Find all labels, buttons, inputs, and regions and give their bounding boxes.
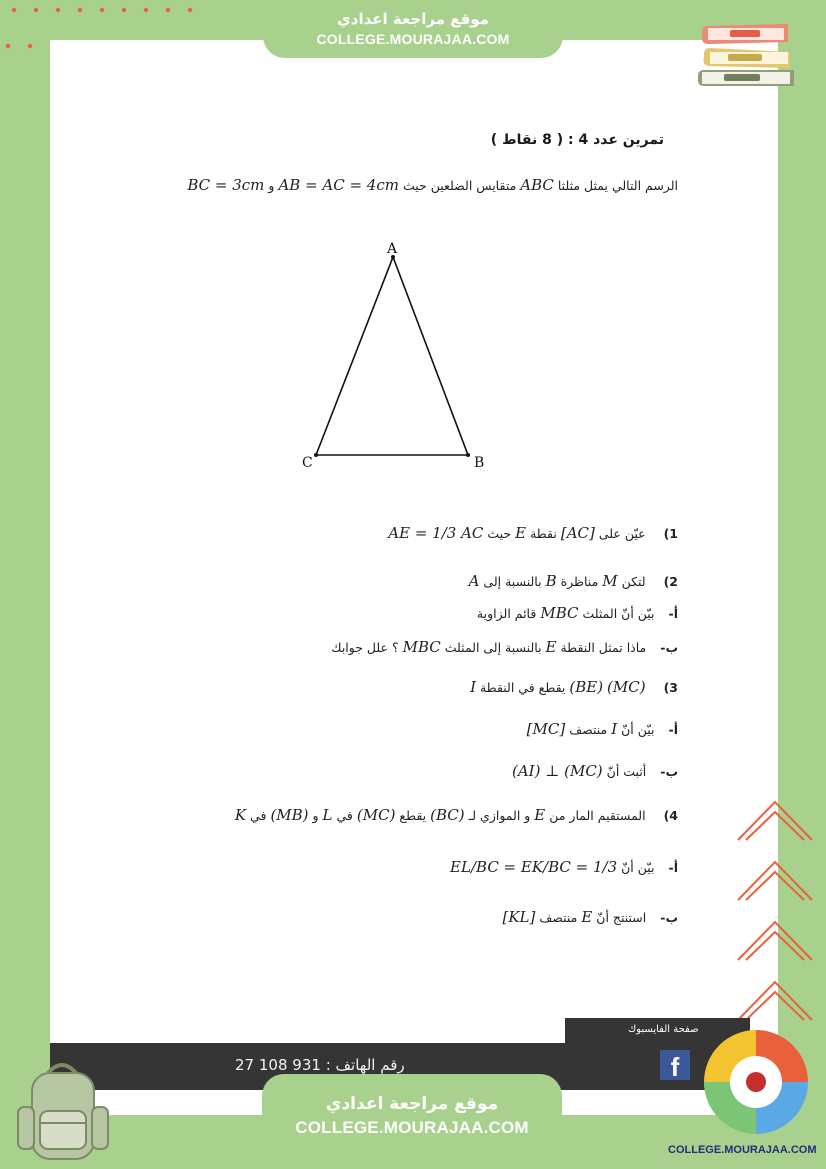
site-name: موقع مراجعة اعدادي xyxy=(325,1094,499,1114)
q4-line-2: (MC) xyxy=(356,806,396,824)
q3a-point: I xyxy=(611,720,618,738)
q4-text-2: و الموازي لـ xyxy=(468,808,531,823)
question-3 xyxy=(470,678,678,696)
question-number: 1) xyxy=(663,526,678,541)
intro-triangle: ABC xyxy=(520,176,554,194)
q4-text-5: و xyxy=(312,808,319,823)
question-number: 3) xyxy=(663,680,678,695)
q4-line-3: (MB) xyxy=(270,806,309,824)
intro-text-2: متقايس الضلعين حيث xyxy=(402,178,517,193)
facebook-label: صفحة الفايسبوك xyxy=(628,1024,699,1035)
q2-text-2: مناظرة xyxy=(560,574,599,589)
triangle-figure xyxy=(290,235,500,475)
q2-text-3: بالنسبة إلى xyxy=(483,574,542,589)
q3b-text: أثبت أنّ xyxy=(606,764,647,779)
q1-segment: [AC] xyxy=(560,524,595,542)
q2a-triangle: MBC xyxy=(540,604,579,622)
q4b-segment: [KL] xyxy=(502,908,536,926)
q2b-text: ماذا تمثل النقطة xyxy=(560,640,647,655)
school-logo-icon xyxy=(696,1024,816,1142)
q3a-text-2: منتصف xyxy=(569,722,608,737)
q1-text-3: حيث xyxy=(487,526,512,541)
q2b-text-2: بالنسبة إلى المثلث xyxy=(444,640,542,655)
q4-point-3: K xyxy=(234,806,247,824)
question-2a xyxy=(477,604,678,622)
question-3b xyxy=(512,762,678,780)
site-banner-bottom[interactable] xyxy=(262,1074,562,1152)
q4b-text-2: منتصف xyxy=(539,910,578,925)
q3a-segment: [MC] xyxy=(526,720,566,738)
question-4b xyxy=(502,908,678,926)
question-number: 2) xyxy=(663,574,678,589)
q3-point: I xyxy=(470,678,476,696)
subquestion-label: أ- xyxy=(668,722,678,737)
subquestion-label: أ- xyxy=(668,606,678,621)
q3-text: يقطع xyxy=(538,680,566,695)
q3-line-2: (MC) xyxy=(607,678,646,696)
subquestion-label: ب- xyxy=(660,764,678,779)
site-name: موقع مراجعة اعدادي xyxy=(337,10,489,28)
q1-equation: AE = 1/3 AC xyxy=(388,524,484,542)
q4-line: (BC) xyxy=(430,806,465,824)
q1-text-2: نقطة xyxy=(530,526,557,541)
intro-statement xyxy=(187,176,678,194)
intro-equation-2: BC = 3cm xyxy=(187,176,265,194)
question-4 xyxy=(235,806,678,824)
intro-equation-1: AB = AC = 4cm xyxy=(278,176,399,194)
subquestion-label: ب- xyxy=(660,910,678,925)
backpack-icon xyxy=(10,1055,115,1165)
q2b-triangle: MBC xyxy=(402,638,441,656)
q2b-point: E xyxy=(545,638,557,656)
subquestion-label: أ- xyxy=(668,860,678,875)
q4b-text: استنتج أنّ xyxy=(596,910,647,925)
q4a-text: بيّن أنّ xyxy=(621,860,655,875)
q2a-text-2: قائم الزاوية xyxy=(476,606,537,621)
q3-line-1: (BE) xyxy=(569,678,604,696)
q4-point: E xyxy=(534,806,546,824)
question-4a xyxy=(450,858,678,876)
q4-text: المستقيم المار من xyxy=(549,808,646,823)
q4-point-2: L xyxy=(322,806,333,824)
subquestion-label: ب- xyxy=(660,640,678,655)
vertex-label-c: C xyxy=(302,455,313,471)
q2-point-2: B xyxy=(545,572,557,590)
q4-text-4: في xyxy=(336,808,353,823)
question-2 xyxy=(469,572,678,590)
q1-point: E xyxy=(515,524,527,542)
question-2b xyxy=(331,638,678,656)
q2a-text: بيّن أنّ المثلث xyxy=(582,606,655,621)
q3b-equation: (AI) ⊥ (MC) xyxy=(512,762,603,780)
question-number: 4) xyxy=(663,808,678,823)
question-3a xyxy=(527,720,678,738)
question-1 xyxy=(388,524,678,542)
q4a-equation: EL/BC = EK/BC = 1/3 xyxy=(450,858,618,876)
vertex-label-a: A xyxy=(387,241,398,257)
logo-url: COLLEGE.MOURAJAA.COM xyxy=(668,1144,817,1156)
facebook-icon[interactable]: f xyxy=(660,1050,690,1080)
q2-point-3: A xyxy=(468,572,480,590)
q4-text-6: في xyxy=(250,808,267,823)
q2-point: M xyxy=(602,572,618,590)
q4-text-3: يقطع xyxy=(399,808,427,823)
phone-number: رقم الهاتف : 931 108 27 xyxy=(235,1056,405,1074)
q1-text: عيّن على xyxy=(598,526,646,541)
exercise-title: تمرين عدد 4 : ( 8 نقاط ) xyxy=(490,132,664,148)
q2-text: لتكن xyxy=(621,574,646,589)
q3a-text: بيّن أنّ xyxy=(621,722,655,737)
site-url[interactable]: COLLEGE.MOURAJAA.COM xyxy=(295,1118,529,1137)
intro-text: الرسم التالي يمثل مثلثا xyxy=(557,178,678,193)
site-banner-top[interactable] xyxy=(263,0,563,58)
q2b-text-3: ؟ علل جوابك xyxy=(331,640,399,655)
q3-text-2: في النقطة xyxy=(479,680,535,695)
chevron-decoration-icon xyxy=(730,790,820,1030)
books-stack-icon xyxy=(690,12,805,94)
site-url[interactable]: COLLEGE.MOURAJAA.COM xyxy=(316,31,510,47)
q4b-point: E xyxy=(581,908,593,926)
vertex-label-b: B xyxy=(474,455,485,471)
intro-and: و xyxy=(268,178,275,193)
